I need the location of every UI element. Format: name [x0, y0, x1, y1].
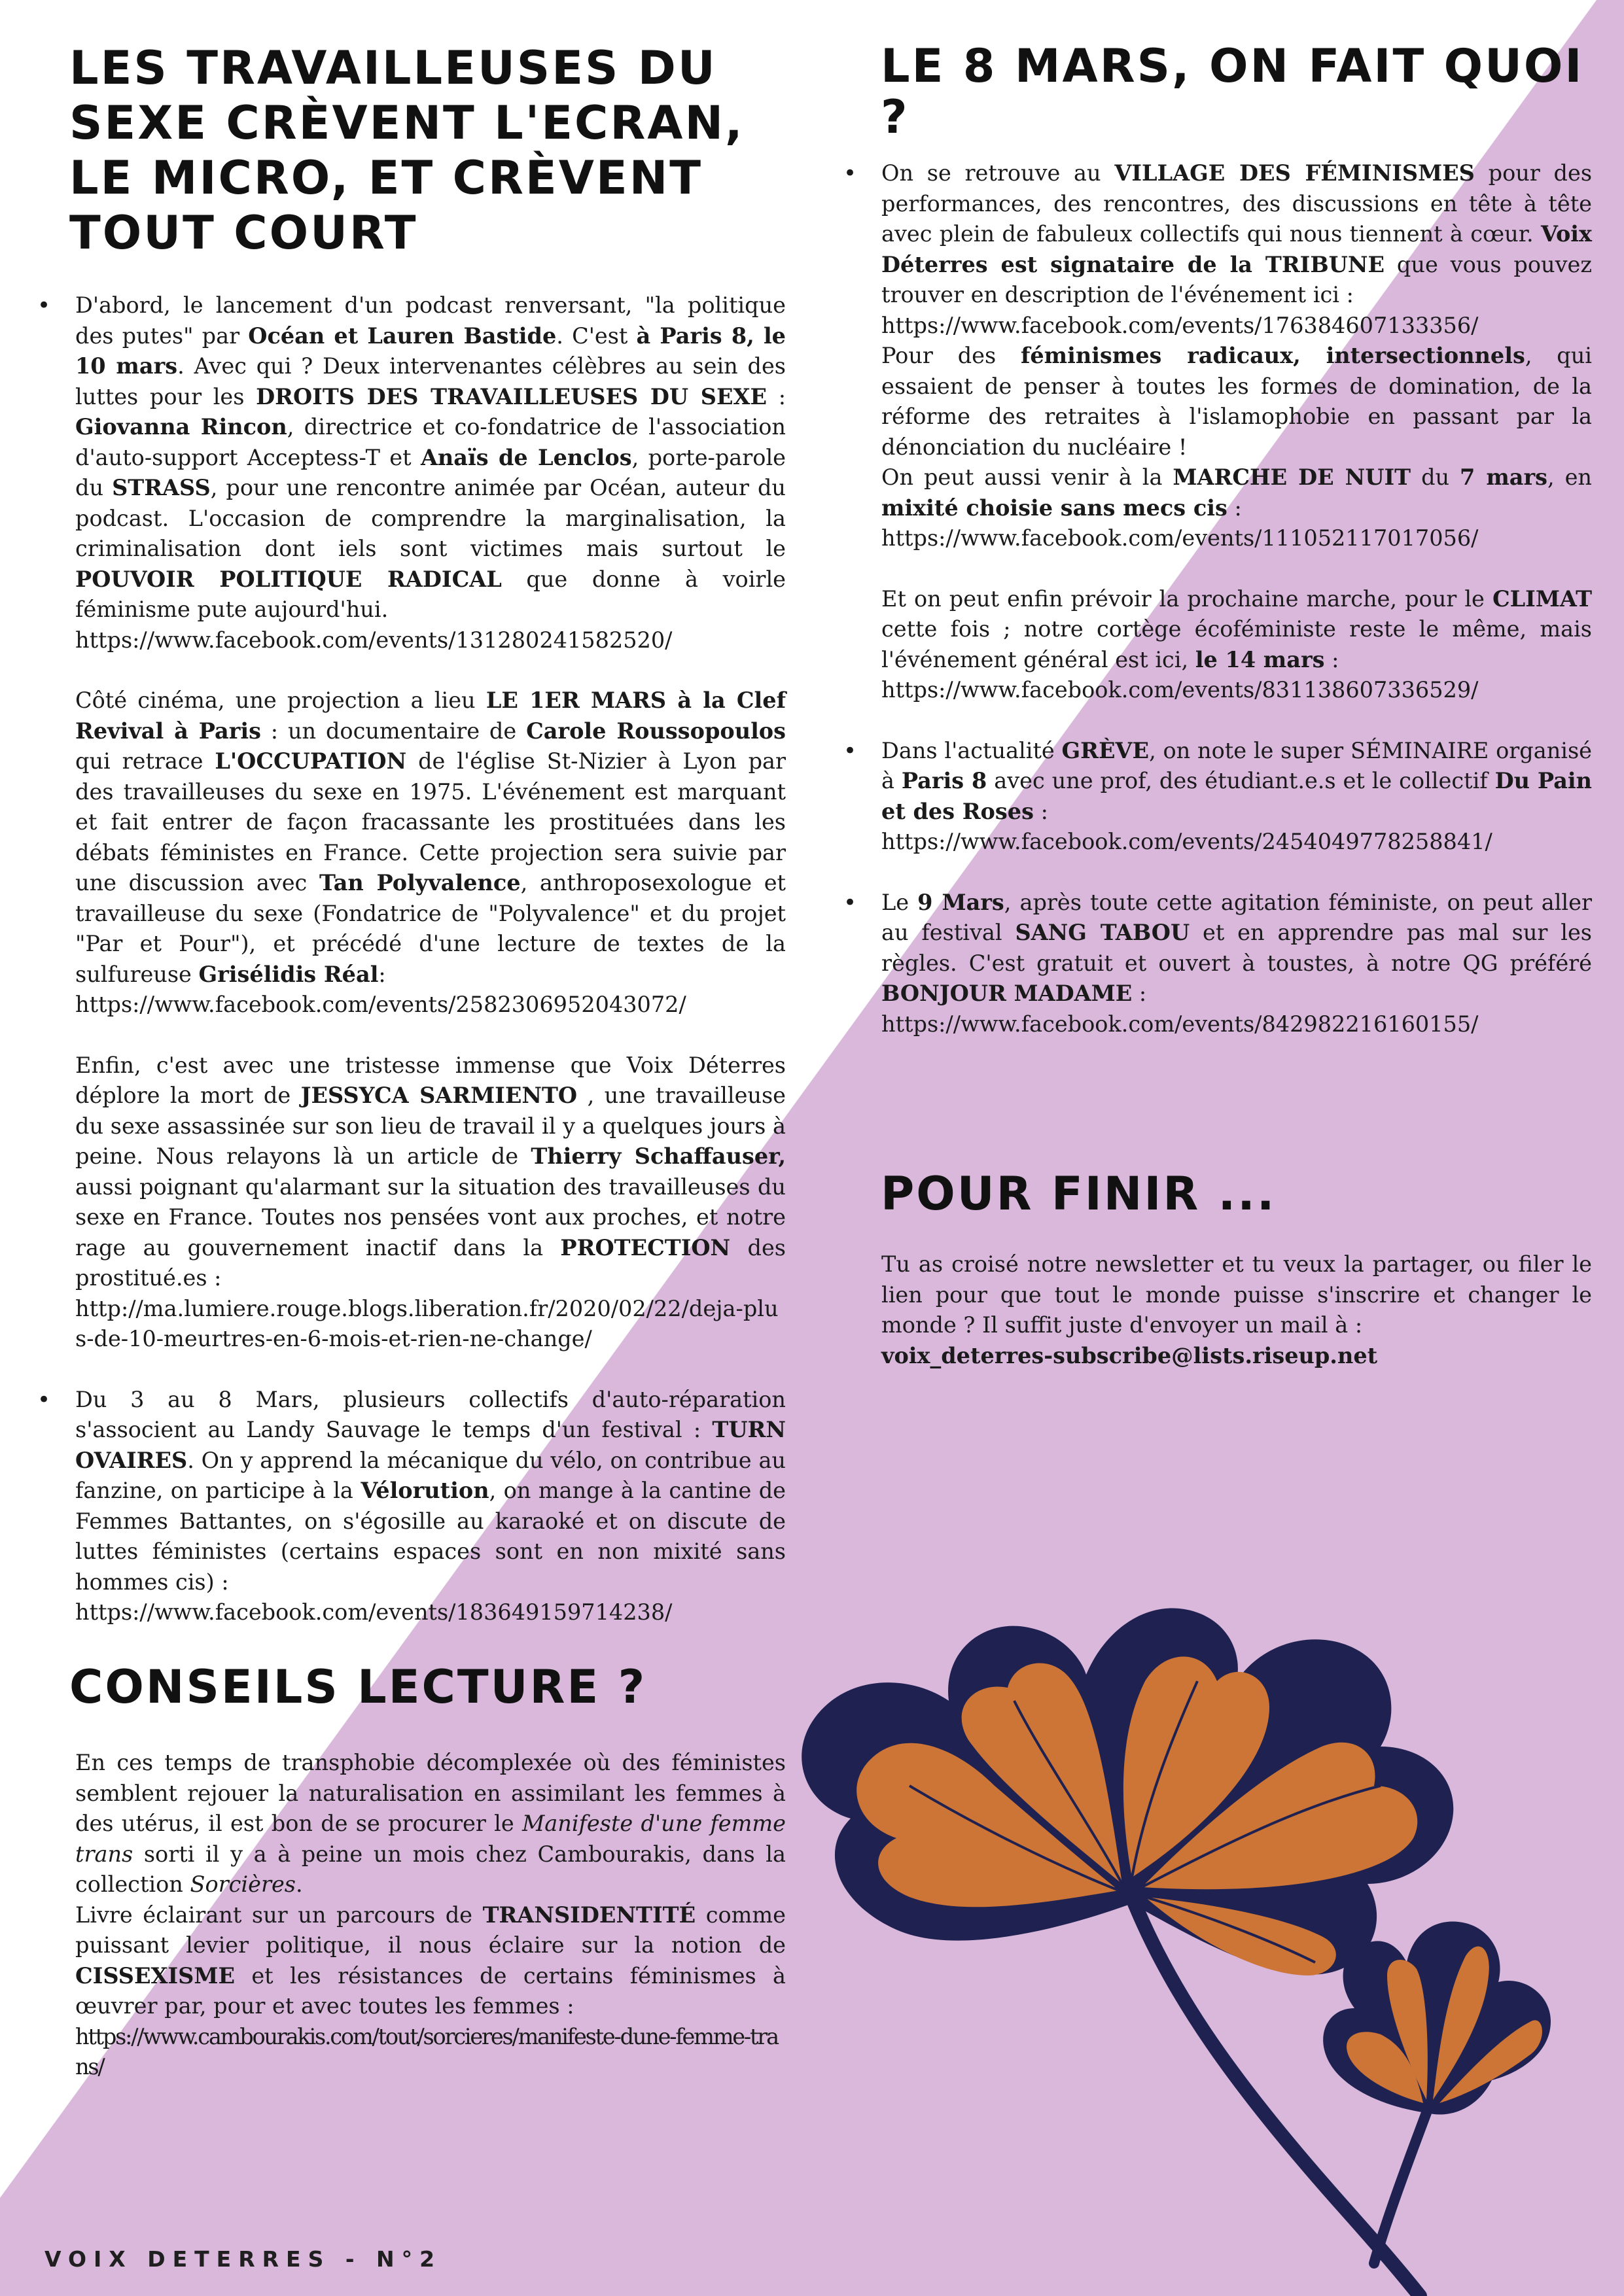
memorial-paragraph: Enfin, c'est avec une tristesse immense que Voix Déterres déplore la mort de JESSYCA SARMIENTO , une travailleuse du sexe assassinée sur son lieu de travail il y a quelques jours à peine. Nous relayons là un article de Thierry Schaffauser, aussi poignant qu'alarmant sur la situation des travailleuses du sexe en France. Toutes nos pensées vont aux proches, et notre rage au gouvernement inactif dans la PROTECTION des prostitué.es : [75, 1052, 786, 1291]
subscribe-email[interactable]: voix_deterres-subscribe@lists.riseup.net [881, 1342, 1378, 1368]
conseils-paragraph: Livre éclairant sur un parcours de TRANSIDENTITÉ comme puissant levier politique, il nous éclaire sur la notion de CISSEXISME et les résistances de certains féminismes à œuvrer par, pour et avec toutes les femmes : [75, 1902, 786, 2019]
list-item [75, 290, 786, 1385]
left-title-line: LES TRAVAILLEUSES DU [69, 41, 717, 95]
right-articles [881, 158, 1592, 1039]
list-item [881, 736, 1592, 888]
sang-tabou-paragraph: • Le 9 Mars, après toute cette agitation féministe, on peut aller au festival SANG TABOU et en apprendre pas mal sur les règles. C'est gratuit et ouvert à toustes, à notre QG préféré BONJOUR MADAME : [881, 889, 1592, 1006]
greve-paragraph: • Dans l'actualité GRÈVE, on note le super SÉMINAIRE organisé à Paris 8 avec une prof, des étudiant.e.s et le collectif Du Pain et des Roses : [881, 737, 1593, 824]
pour-finir-title: POUR FINIR ... [881, 1167, 1277, 1221]
book-link[interactable]: https://www.cambourakis.com/tout/sorcieres/manifeste-dune-femme-trans/ [75, 2023, 778, 2079]
event-link[interactable]: https://www.facebook.com/events/842982216160155/ [881, 1011, 1479, 1037]
left-column [69, 41, 788, 260]
list-item [881, 158, 1592, 736]
left-title-line: TOUT COURT [69, 206, 418, 260]
flower-illustration [779, 1590, 1577, 2296]
left-title-line: LE MICRO, ET CRÈVENT [69, 151, 703, 205]
article-link[interactable]: http://ma.lumiere.rouge.blogs.liberation.fr/2020/02/22/deja-plus-de-10-meurtres-en-6-mois-et-rien-ne-change/ [75, 1295, 779, 1351]
marche-paragraph: On peut aussi venir à la MARCHE DE NUIT du 7 mars, en mixité choisie sans mecs cis : [881, 464, 1592, 521]
pour-finir-paragraph: Tu as croisé notre newsletter et tu veux la partager, ou filer le lien pour que tout le monde puisse s'inscrire et changer le monde ? Il suffit juste d'envoyer un mail à : [881, 1251, 1592, 1338]
conseils-section [69, 1661, 788, 1713]
left-articles [75, 290, 786, 1628]
feminismes-paragraph: Pour des féminismes radicaux, intersectionnels, qui essaient de penser à toutes les formes de domination, de la réforme des retraites à l'islamophobie en passant par la dénonciation du nucléaire ! [881, 343, 1592, 460]
right-column [881, 41, 1600, 143]
event-link[interactable]: https://www.facebook.com/events/2582306952043072/ [75, 992, 686, 1017]
conseils-paragraph: En ces temps de transphobie décomplexée où des féministes semblent rejouer la naturalisation en assimilant les femmes à des utérus, il est bon de se procurer le Manifeste d'une femme trans sorti il y a à peine un mois chez Cambourakis, dans la collection Sorcières. [75, 1750, 786, 1897]
podcast-paragraph: • D'abord, le lancement d'un podcast renversant, "la politique des putes" par Océan et Lauren Bastide. C'est à Paris 8, le 10 mars. Avec qui ? Deux intervenantes célèbres au sein des luttes pour les DROITS DES TRAVAILLEUSES DU SEXE : Giovanna Rincon, directrice et co-fondatrice de l'association d'auto-support Acceptess-T et Anaïs de Lenclos, porte-parole du STRASS, pour une rencontre animée par Océan, auteur du podcast. L'occasion de comprendre la marginalisation, la criminalisation dont iels sont victimes mais surtout le POUVOIR POLITIQUE RADICAL que donne à voirle féminisme pute aujourd'hui. [75, 292, 786, 622]
pour-finir-section [881, 1168, 1600, 1219]
list-item [75, 1385, 786, 1628]
right-title: LE 8 MARS, ON FAIT QUOI ? [881, 39, 1584, 145]
left-title-line: SEXE CRÈVENT L'ECRAN, [69, 96, 745, 150]
event-link[interactable]: https://www.facebook.com/events/831138607336529/ [881, 677, 1479, 703]
event-link[interactable]: https://www.facebook.com/events/183649159714238/ [75, 1599, 673, 1625]
footer-label: VOIX DETERRES - N°2 [44, 2246, 442, 2272]
conseils-title: CONSEILS LECTURE ? [69, 1660, 647, 1714]
cinema-paragraph: Côté cinéma, une projection a lieu LE 1ER MARS à la Clef Revival à Paris : un documentaire de Carole Roussopoulos qui retrace L'OCCUPATION de l'église St-Nizier à Lyon par des travailleuses du sexe en 1975. L'événement est marquant et fait entrer de façon fracassante les prostituées dans les débats féministes en France. Cette projection sera suivie par une discussion avec Tan Polyvalence, anthroposexologue et travailleuse du sexe (Fondatrice de "Polyvalence" et du projet "Par et Pour"), et précédé d'une lecture de textes de la sulfureuse Grisélidis Réal: [75, 687, 786, 987]
event-link[interactable]: https://www.facebook.com/events/2454049778258841/ [881, 829, 1492, 854]
event-link[interactable]: https://www.facebook.com/events/111052117017056/ [881, 525, 1479, 551]
event-link[interactable]: https://www.facebook.com/events/176384607133356/ [881, 312, 1479, 338]
pour-finir-body [881, 1249, 1592, 1371]
climat-paragraph: Et on peut enfin prévoir la prochaine marche, pour le CLIMAT cette fois ; notre cortège écoféministe reste le même, mais l'événement général est ici, le 14 mars : [881, 585, 1592, 672]
event-link[interactable]: https://www.facebook.com/events/131280241582520/ [75, 627, 673, 653]
festival-paragraph: • Du 3 au 8 Mars, plusieurs collectifs d'auto-réparation s'associent au Landy Sauvage le temps d'un festival : TURN OVAIRES. On y apprend la mécanique du vélo, on contribue au fanzine, on participe à la Vélorution, on mange à la cantine de Femmes Battantes, on s'égosille au karaoké et on discute de luttes féministes (certains espaces sont en non mixité sans hommes cis) : [75, 1386, 786, 1595]
list-item [881, 888, 1592, 1040]
village-paragraph: • On se retrouve au VILLAGE DES FÉMINISMES pour des performances, des rencontres, des discussions en tête à tête avec plein de fabuleux collectifs qui nous tiennent à cœur. Voix Déterres est signataire de la TRIBUNE que vous pouvez trouver en description de l'événement ici : [881, 160, 1593, 307]
conseils-body [75, 1748, 786, 2083]
left-title [69, 41, 788, 260]
